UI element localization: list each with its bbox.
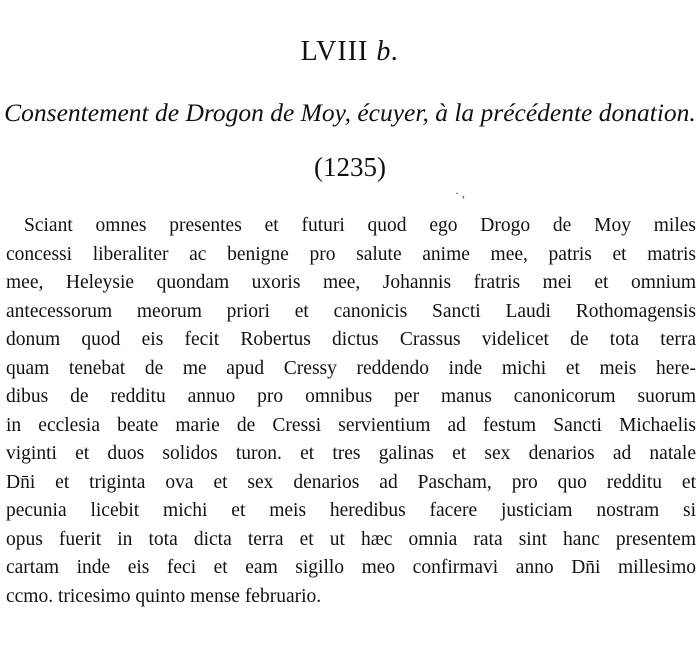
charter-year: (1235) (314, 152, 386, 182)
charter-number-heading (0, 36, 700, 68)
text-line: mee, Heleysie quondam uxoris mee, Johannis fratris mei et omnium (6, 272, 696, 293)
text-line: concessi liberaliter ac benigne pro salute anime mee, patris et matris (6, 243, 696, 265)
text-line: pecunia licebit michi et meis heredibus facere justiciam nostram si (6, 500, 696, 521)
charter-body (6, 212, 696, 611)
text-line: opus fuerit in tota dicta terra et ut hæc omnia rata sint hanc presentem (6, 528, 696, 550)
text-line: cartam inde eis feci et eam sigillo meo confirmavi anno Dn̄i millesimo (6, 557, 696, 578)
text-line: Dn̄i et triginta ova et sex denarios ad Pascham, pro quo redditu et (6, 471, 696, 493)
text-line: viginti et duos solidos turon. et tres galinas et sex denarios ad natale (6, 443, 696, 464)
text-line: in ecclesia beate marie de Cressi servientium ad festum Sancti Michaelis (6, 414, 696, 436)
print-specks: · , (455, 186, 465, 200)
charter-subtitle: Consentement de Drogon de Moy, écuyer, à la précédente donation. (4, 98, 696, 127)
text-line: donum quod eis fecit Robertus dictus Crassus videlicet de tota terra (6, 329, 696, 350)
heading-suffix: b. (376, 36, 400, 67)
text-line: dibus de redditu annuo pro omnibus per manus canonicorum suorum (6, 386, 696, 407)
text-line: Sciant omnes presentes et futuri quod ego Drogo de Moy miles (24, 215, 696, 236)
heading-number: LVIII (300, 36, 369, 67)
text-line: antecessorum meorum priori et canonicis Sancti Laudi Rothomagensis (6, 300, 696, 322)
text-line: quam tenebat de me apud Cressy reddendo inde michi et meis here- (6, 357, 696, 379)
text-line: ccmo. tricesimo quinto mense februario. (6, 585, 322, 607)
